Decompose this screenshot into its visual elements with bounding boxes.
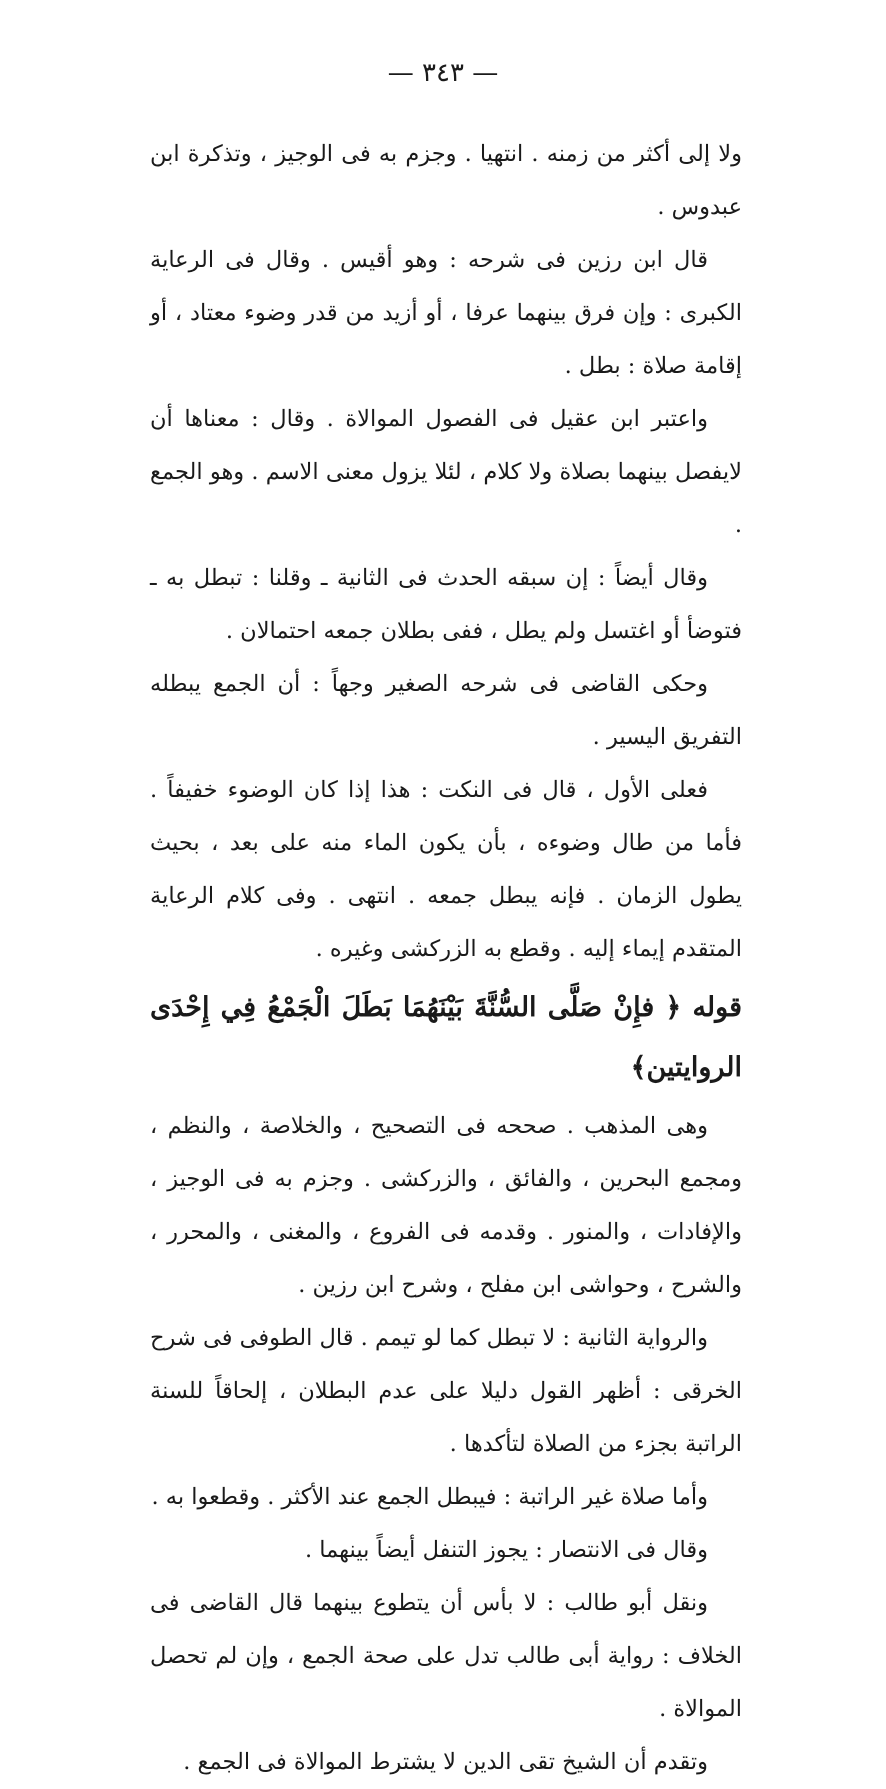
heading-close-bracket: ﴾ [630, 1052, 647, 1083]
heading-open-bracket: ﴿ [665, 992, 682, 1023]
heading-text: فإِنْ صَلَّى السُّنَّةَ بَيْنَهُمَا بَطَلَ الْجَمْعُ فِي إِحْدَى الروايتين [150, 992, 742, 1083]
paragraph: وقال فى الانتصار : يجوز التنفل أيضاً بينهما . [305, 1537, 708, 1563]
paragraph: والرواية الثانية : لا تبطل كما لو تيمم . قال الطوفى فى شرح الخرقى : أظهر القول دليلا على عدم البطلان ، إلحاقاً للسنة الراتبة بجزء من الصلاة لتأكدها . [150, 1325, 742, 1457]
paragraph: فعلى الأول ، قال فى النكت : هذا إذا كان الوضوء خفيفاً . فأما من طال وضوءه ، بأن يكون الماء منه على بعد ، بحيث يطول الزمان . فإنه يبطل جمعه . انتهى . وفى كلام الرعاية المتقدم إيماء إليه . وقطع به الزركشى وغيره . [150, 777, 742, 962]
paragraph: وتقدم أن الشيخ تقى الدين لا يشترط الموالاة فى الجمع . [183, 1749, 708, 1775]
paragraph: قال ابن رزين فى شرحه : وهو أقيس . وقال فى الرعاية الكبرى : وإن فرق بينهما عرفا ، أو أزيد من قدر وضوء معتاد ، أو إقامة صلاة : بطل . [150, 247, 742, 379]
paragraph: وقال أيضاً : إن سبقه الحدث فى الثانية ـ وقلنا : تبطل به ـ فتوضأ أو اغتسل ولم يطل ، ففى بطلان جمعه احتمالان . [150, 565, 742, 644]
paragraph: واعتبر ابن عقيل فى الفصول الموالاة . وقال : معناها أن لايفصل بينهما بصلاة ولا كلام ، لئلا يزول معنى الاسم . وهو الجمع . [150, 406, 742, 538]
paragraph: ونقل أبو طالب : لا بأس أن يتطوع بينهما قال القاضى فى الخلاف : رواية أبى طالب تدل على صحة الجمع ، وإن لم تحصل الموالاة . [150, 1590, 742, 1722]
paragraph: وأما صلاة غير الراتبة : فيبطل الجمع عند الأكثر . وقطعوا به . [151, 1484, 708, 1510]
paragraph: ولا إلى أكثر من زمنه . انتهيا . وجزم به فى الوجيز ، وتذكرة ابن عبدوس . [150, 141, 742, 220]
paragraph: وهى المذهب . صححه فى التصحيح ، والخلاصة ، والنظم ، ومجمع البحرين ، والفائق ، والزركشى . وجزم به فى الوجيز ، والإفادات ، والمنور . وقدمه فى الفروع ، والمغنى ، والمحرر ، والشرح ، وحواشى ابن مفلح ، وشرح ابن رزين . [150, 1113, 742, 1298]
heading-prefix: قوله [692, 992, 742, 1023]
section-heading [150, 978, 742, 1098]
text-body [150, 128, 742, 1789]
paragraph: وحكى القاضى فى شرحه الصغير وجهاً : أن الجمع يبطله التفريق اليسير . [150, 671, 742, 750]
page-number: — ٣٤٣ — [387, 58, 499, 88]
